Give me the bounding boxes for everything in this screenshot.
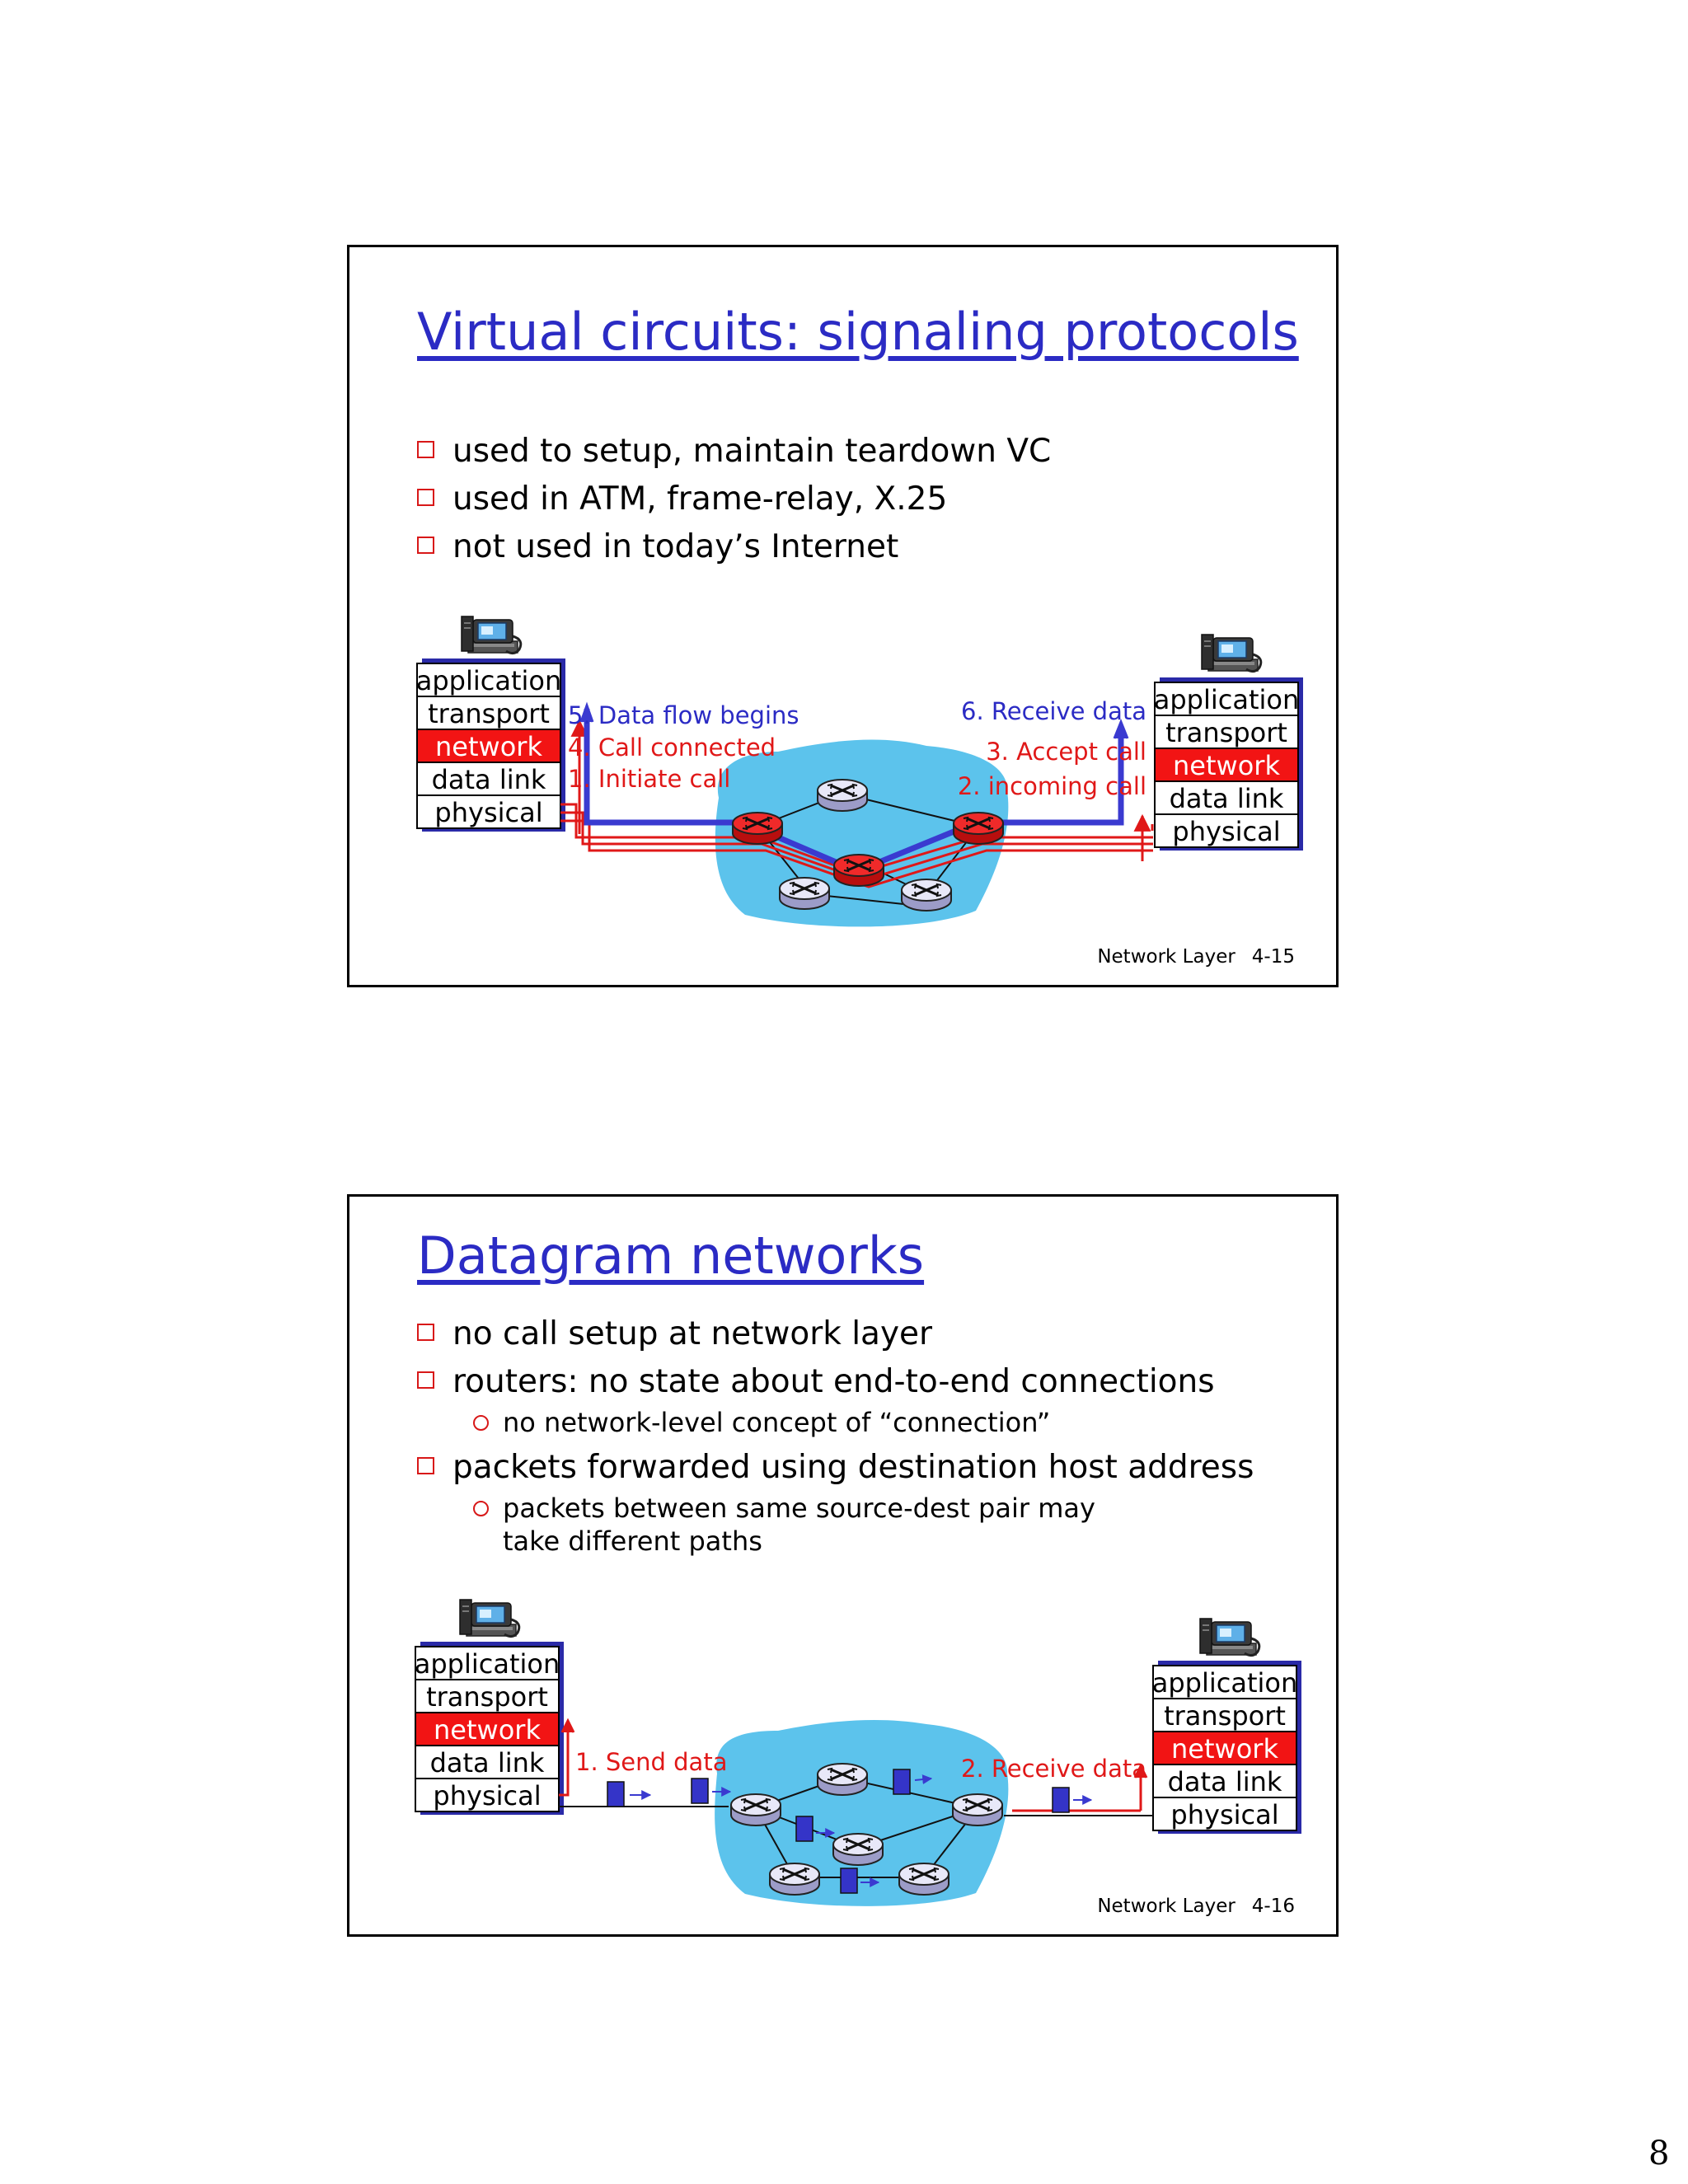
protocol-stack-left bbox=[415, 1642, 564, 1815]
bullet-item: packets forwarded using destination host address bbox=[417, 1444, 1291, 1492]
slide-title: Virtual circuits: signaling protocols bbox=[417, 302, 1299, 362]
slide-virtual-circuits bbox=[347, 245, 1339, 987]
packet-icon bbox=[607, 1782, 624, 1807]
router-active-icon bbox=[954, 813, 1003, 844]
slide-title: Datagram networks bbox=[417, 1226, 925, 1286]
bullet-item: no call setup at network layer bbox=[417, 1310, 1291, 1358]
packet-icon bbox=[841, 1868, 857, 1893]
router-icon bbox=[953, 1794, 1002, 1825]
layer-label: transport bbox=[1164, 1700, 1286, 1732]
bullet-item: routers: no state about end-to-end connections bbox=[417, 1358, 1291, 1406]
protocol-stack-left bbox=[416, 658, 565, 832]
step-label: 4. Call connected bbox=[568, 733, 776, 762]
router-icon bbox=[902, 879, 951, 911]
packet-icon bbox=[893, 1769, 910, 1794]
vc-network-diagram bbox=[349, 247, 1337, 986]
layer-label: transport bbox=[1165, 717, 1287, 748]
page-number: 8 bbox=[1648, 2135, 1670, 2172]
layer-label: data link bbox=[1167, 1766, 1282, 1797]
layer-label: network bbox=[1171, 1733, 1278, 1765]
packet-icon bbox=[796, 1816, 813, 1841]
layer-label: network bbox=[434, 1714, 541, 1746]
protocol-stack-right bbox=[1152, 1661, 1301, 1834]
step-label: 1. Initiate call bbox=[568, 765, 731, 793]
step-label: 5. Data flow begins bbox=[568, 701, 799, 729]
step-label: 2. Receive data bbox=[961, 1755, 1146, 1783]
step-label: 3. Accept call bbox=[986, 738, 1146, 766]
slide-number: 4-16 bbox=[1251, 1896, 1295, 1917]
bullet-item: used in ATM, frame-relay, X.25 bbox=[417, 476, 1051, 523]
packet-icon bbox=[1053, 1788, 1069, 1812]
layer-label: application bbox=[1153, 684, 1300, 715]
router-icon bbox=[818, 1764, 867, 1795]
router-icon bbox=[818, 780, 867, 811]
layer-label: data link bbox=[431, 764, 546, 795]
protocol-stack-right bbox=[1154, 677, 1303, 851]
bullet-item: used to setup, maintain teardown VC bbox=[417, 428, 1051, 476]
slide-footer bbox=[1097, 1896, 1295, 1917]
step-label: 1. Send data bbox=[575, 1748, 728, 1776]
footer-label: Network Layer bbox=[1097, 946, 1236, 968]
sub-bullet-item: no network-level concept of “connection” bbox=[417, 1406, 1291, 1439]
layer-label: physical bbox=[433, 1780, 542, 1811]
layer-label: physical bbox=[1170, 1799, 1279, 1830]
host-computer-icon bbox=[1200, 1619, 1259, 1656]
layer-label: transport bbox=[426, 1681, 548, 1713]
layer-label: network bbox=[435, 731, 542, 762]
layer-label: application bbox=[1151, 1667, 1298, 1699]
host-computer-icon bbox=[460, 1600, 519, 1637]
sub-bullet-item: packets between same source-dest pair may take different paths bbox=[417, 1492, 1132, 1558]
slide-number: 4-15 bbox=[1251, 946, 1295, 968]
datagram-network-diagram bbox=[349, 1197, 1337, 1935]
layer-label: data link bbox=[429, 1747, 545, 1779]
layer-label: application bbox=[414, 1648, 560, 1680]
router-active-icon bbox=[733, 813, 782, 844]
router-icon bbox=[833, 1834, 883, 1865]
host-computer-icon bbox=[1202, 635, 1261, 672]
footer-label: Network Layer bbox=[1097, 1896, 1236, 1917]
step-label: 6. Receive data bbox=[961, 697, 1146, 725]
layer-label: transport bbox=[428, 698, 550, 729]
slide-datagram-networks bbox=[347, 1194, 1339, 1937]
step-label: 2. incoming call bbox=[957, 772, 1146, 800]
router-icon bbox=[731, 1794, 781, 1825]
router-active-icon bbox=[834, 855, 884, 886]
layer-label: physical bbox=[1172, 816, 1281, 847]
router-icon bbox=[770, 1863, 819, 1895]
layer-label: data link bbox=[1169, 783, 1284, 814]
bullet-item: not used in today’s Internet bbox=[417, 523, 1051, 571]
router-icon bbox=[780, 878, 829, 909]
router-icon bbox=[899, 1863, 949, 1895]
layer-label: physical bbox=[434, 797, 543, 828]
host-computer-icon bbox=[462, 616, 521, 654]
packet-icon bbox=[692, 1779, 708, 1803]
slide-footer bbox=[1097, 946, 1295, 968]
layer-label: application bbox=[415, 665, 562, 696]
layer-label: network bbox=[1173, 750, 1280, 781]
